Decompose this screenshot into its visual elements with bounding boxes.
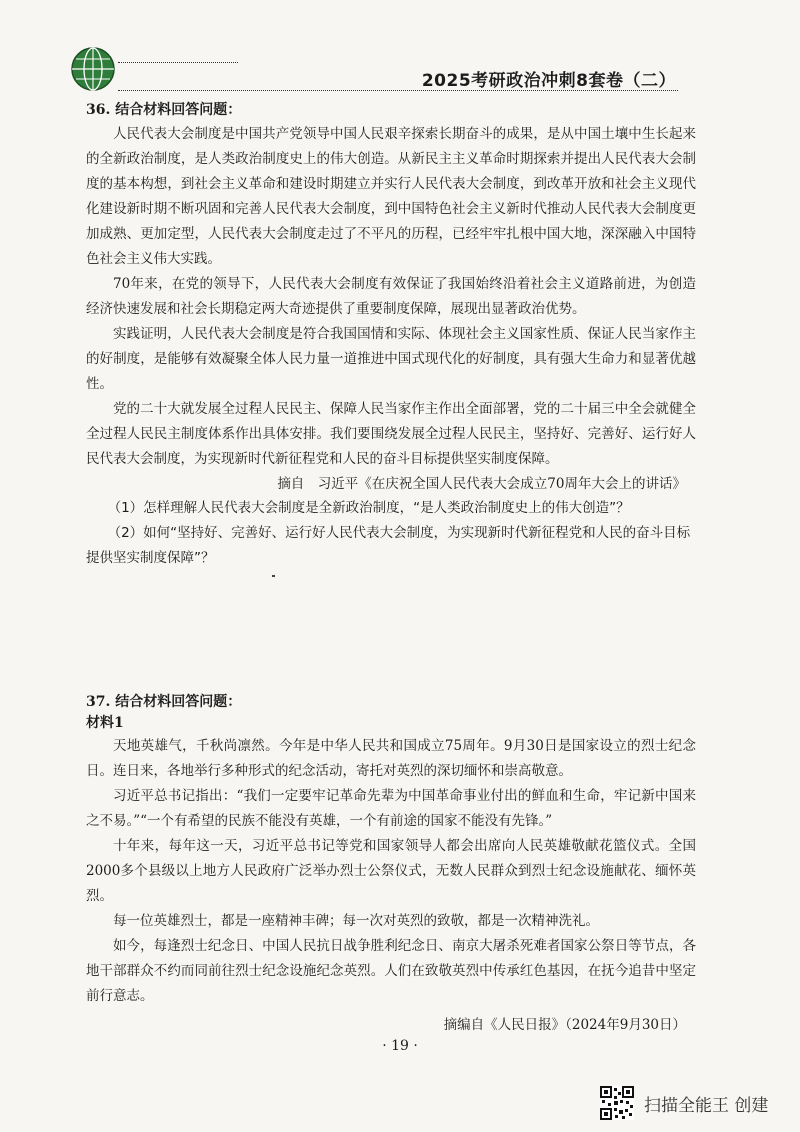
material-source: 摘自 习近平《在庆祝全国人民代表大会成立70周年大会上的讲话》 — [277, 476, 686, 492]
header-divider-top — [118, 62, 238, 63]
question-title: 36. 结合材料回答问题： — [86, 102, 242, 118]
material-paragraph: 天地英雄气，千秋尚凛然。今年是中华人民共和国成立75周年。9月30日是国家设立的烈士纪念日。连日来，各地举行多种形式的纪念活动，寄托对英烈的深切缅怀和崇高敬意。 — [86, 738, 696, 779]
watermark-text: 扫描全能王 创建 — [644, 1096, 769, 1116]
sub-question: （2）如何“坚持好、完善好、运行好人民代表大会制度，为实现新时代新征程党和人民的奋斗目标提供坚实制度保障”？ — [86, 525, 691, 566]
material-paragraph: 每一位英雄烈士，都是一座精神丰碑；每一次对英烈的致敬，都是一次精神洗礼。 — [113, 913, 599, 929]
scan-speck — [272, 575, 275, 577]
qr-code-icon — [600, 1086, 634, 1120]
material-paragraph: 人民代表大会制度是中国共产党领导中国人民艰辛探索长期奋斗的成果，是从中国土壤中生长起来的全新政治制度，是人类政治制度史上的伟大创造。从新民主主义革命时期探索并提出人民代表大会制度的基本构想，到社会主义革命和建设时期建立并实行人民代表大会制度，到改革开放和社会主义现代化建设新时期不断巩固和完善人民代表大会制度，到中国特色社会主义新时代推动人民代表大会制度更加成熟、更加定型，人民代表大会制度走过了不平凡的历程，已经牢牢扎根中国大地，深深融入中国特色社会主义伟大实践。 — [86, 126, 696, 267]
material-paragraph: 70年来，在党的领导下，人民代表大会制度有效保证了我国始终沿着社会主义道路前进，为创造经济快速发展和社会长期稳定两大奇迹提供了重要制度保障，展现出显著政治优势。 — [86, 276, 696, 317]
globe-logo-icon — [70, 46, 116, 92]
question-37 — [86, 692, 696, 1037]
material-label: 材料1 — [86, 715, 124, 731]
scanner-watermark — [600, 1084, 780, 1120]
page-number: · 19 · — [382, 1038, 418, 1054]
material-paragraph: 党的二十大就发展全过程人民民主、保障人民当家作主作出全面部署，党的二十届三中全会就健全全过程人民民主制度体系作出具体安排。我们要围绕发展全过程人民民主，坚持好、完善好、运行好人民代表大会制度，为实现新时代新征程党和人民的奋斗目标提供坚实制度保障。 — [86, 401, 696, 467]
material-source: 摘编自《人民日报》（2024年9月30日） — [443, 1017, 686, 1033]
material-paragraph: 实践证明，人民代表大会制度是符合我国国情和实际、体现社会主义国家性质、保证人民当家作主的好制度，是能够有效凝聚全体人民力量一道推进中国式现代化的好制度，具有强大生命力和显著优越性。 — [86, 326, 696, 392]
header-title: 2025考研政治冲刺8套卷（二） — [421, 71, 676, 91]
question-36 — [86, 100, 696, 571]
question-title: 37. 结合材料回答问题： — [86, 694, 242, 710]
material-paragraph: 十年来，每年这一天，习近平总书记等党和国家领导人都会出席向人民英雄敬献花篮仪式。全国2000多个县级以上地方人民政府广泛举办烈士公祭仪式，无数人民群众到烈士纪念设施献花、缅怀英烈。 — [86, 838, 696, 904]
material-paragraph: 如今，每逢烈士纪念日、中国人民抗日战争胜利纪念日、南京大屠杀死难者国家公祭日等节点，各地干部群众不约而同前往烈士纪念设施纪念英烈。人们在致敬英烈中传承红色基因，在抚今追昔中坚定前行意志。 — [86, 938, 696, 1004]
material-paragraph: 习近平总书记指出：“我们一定要牢记革命先辈为中国革命事业付出的鲜血和生命，牢记新中国来之不易。”“一个有希望的民族不能没有英雄，一个有前途的国家不能没有先锋。” — [86, 788, 696, 829]
sub-question: （1）怎样理解人民代表大会制度是全新政治制度，“是人类政治制度史上的伟大创造”？ — [107, 500, 630, 516]
